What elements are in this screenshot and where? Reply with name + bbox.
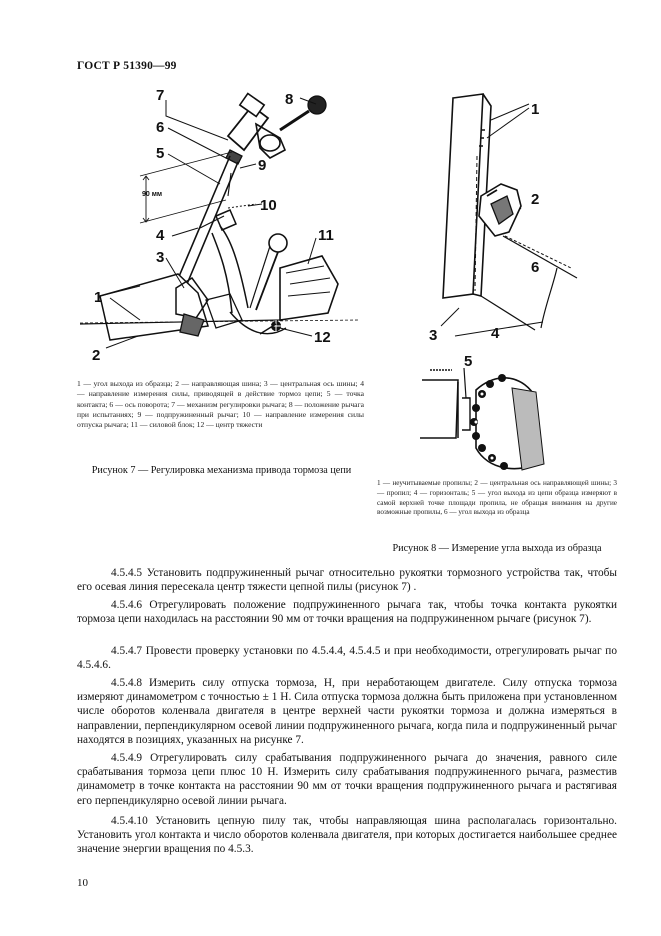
paragraph-4-5-4-7: 4.5.4.7 Провести проверку установки по 4.5.4.4, 4.5.4.5 и при необходимости, отрегулировать рычаг по 4.5.4.6.	[77, 645, 617, 672]
document-header: ГОСТ Р 51390—99	[77, 60, 177, 72]
paragraph-4-5-4-10: 4.5.4.10 Установить цепную пилу так, чтобы направляющая шина располагалась горизонтально. Установить угол контакта и число оборотов коленвала двигателя, при которых достигается наибольшее среднее значение энергии вращения по 4.5.3.	[77, 815, 617, 856]
figure-7-legend: 1 — угол выхода из образца; 2 — направляющая шина; 3 — центральная ось шины; 4 — направление измерения силы, приводящей в действие тормоз цепи; 5 — точка контакта; 6 — ось поворота; 7 — механизм регулировки рычага; 8 — положение рычага при испытаниях; 9 — подпружиненный рычаг; 10 — направление измерения силы отпуска рычага; 11 — силовой блок; 12 — центр тяжести	[77, 379, 364, 430]
fig7-callout-12: 12	[314, 329, 331, 346]
figure-8-caption: Рисунок 8 — Измерение угла выхода из образца	[392, 543, 602, 554]
fig8-callout-6: 6	[531, 259, 540, 276]
figure-8-legend: 1 — неучитываемые пропилы; 2 — центральная ось направляющей шины; 3 — пропил; 4 — горизонталь; 5 — угол выхода из цепи образца измеряют в самой верхней точке площади пропила, не обращая внимания на другие возможные пропилы, 6 — угол выхода из образца	[377, 479, 617, 517]
fig7-callout-9: 9	[258, 157, 267, 174]
fig8-callout-5: 5	[464, 353, 473, 370]
fig8-callout-4: 4	[491, 325, 500, 342]
fig7-callout-7: 7	[156, 88, 165, 104]
fig7-callout-6: 6	[156, 119, 165, 136]
fig7-callout-10: 10	[260, 197, 277, 214]
fig7-callout-2: 2	[92, 347, 101, 364]
figure-8-drawing	[395, 86, 595, 351]
figure-7-caption: Рисунок 7 — Регулировка механизма привода тормоза цепи	[91, 465, 352, 476]
fig8-callout-1: 1	[531, 101, 540, 118]
fig8-callout-3: 3	[429, 327, 438, 344]
paragraph-4-5-4-8: 4.5.4.8 Измерить силу отпуска тормоза, Н, при неработающем двигателе. Силу отпуска тормоза измеряют динамометром с точностью ± 1 Н. Сила отпуска тормоза должна быть приложена при установленном числе оборотов коленвала двигателя в центре верхней части рукоятки тормоза и должна измеряться в направлении, перпендикулярном осевой линии подпружиненного рычага, когда пила и подпружиненный рычаг находятся в позициях, указанных на рисунке 7.	[77, 677, 617, 746]
fig7-callout-4: 4	[156, 227, 165, 244]
fig7-callout-11: 11	[318, 227, 334, 244]
fig7-callout-3: 3	[156, 249, 165, 266]
figure-8-detail-drawing	[418, 352, 558, 477]
fig7-dimension-90mm: 90 мм	[142, 191, 163, 198]
fig8-callout-2: 2	[531, 191, 540, 208]
fig7-callout-1: 1	[94, 289, 103, 306]
paragraph-4-5-4-6: 4.5.4.6 Отрегулировать положение подпружиненного рычага так, чтобы точка контакта рукоятки тормоза цепи находилась на расстоянии 90 мм от точки вращения на подпружиненном рычаге (рисунок 7).	[77, 599, 617, 626]
fig7-callout-8: 8	[285, 91, 294, 108]
page-number: 10	[77, 877, 88, 889]
figure-7-drawing	[80, 88, 370, 368]
paragraph-4-5-4-9: 4.5.4.9 Отрегулировать силу срабатывания подпружиненного рычага до значения, равного силе срабатывания тормоза цепи плюс 10 Н. Измерить силу срабатывания подпружиненного рычага, разместив динамометр в точке контакта на расстоянии 90 мм от точки вращения подпружиненного рычага и растягивая его перпендикулярно осевой линии рычага.	[77, 752, 617, 807]
paragraph-4-5-4-5: 4.5.4.5 Установить подпружиненный рычаг относительно рукоятки тормозного устройства так, чтобы его осевая линия пересекала центр тяжести цепной пилы (рисунок 7) .	[77, 567, 617, 594]
fig7-callout-5: 5	[156, 145, 165, 162]
